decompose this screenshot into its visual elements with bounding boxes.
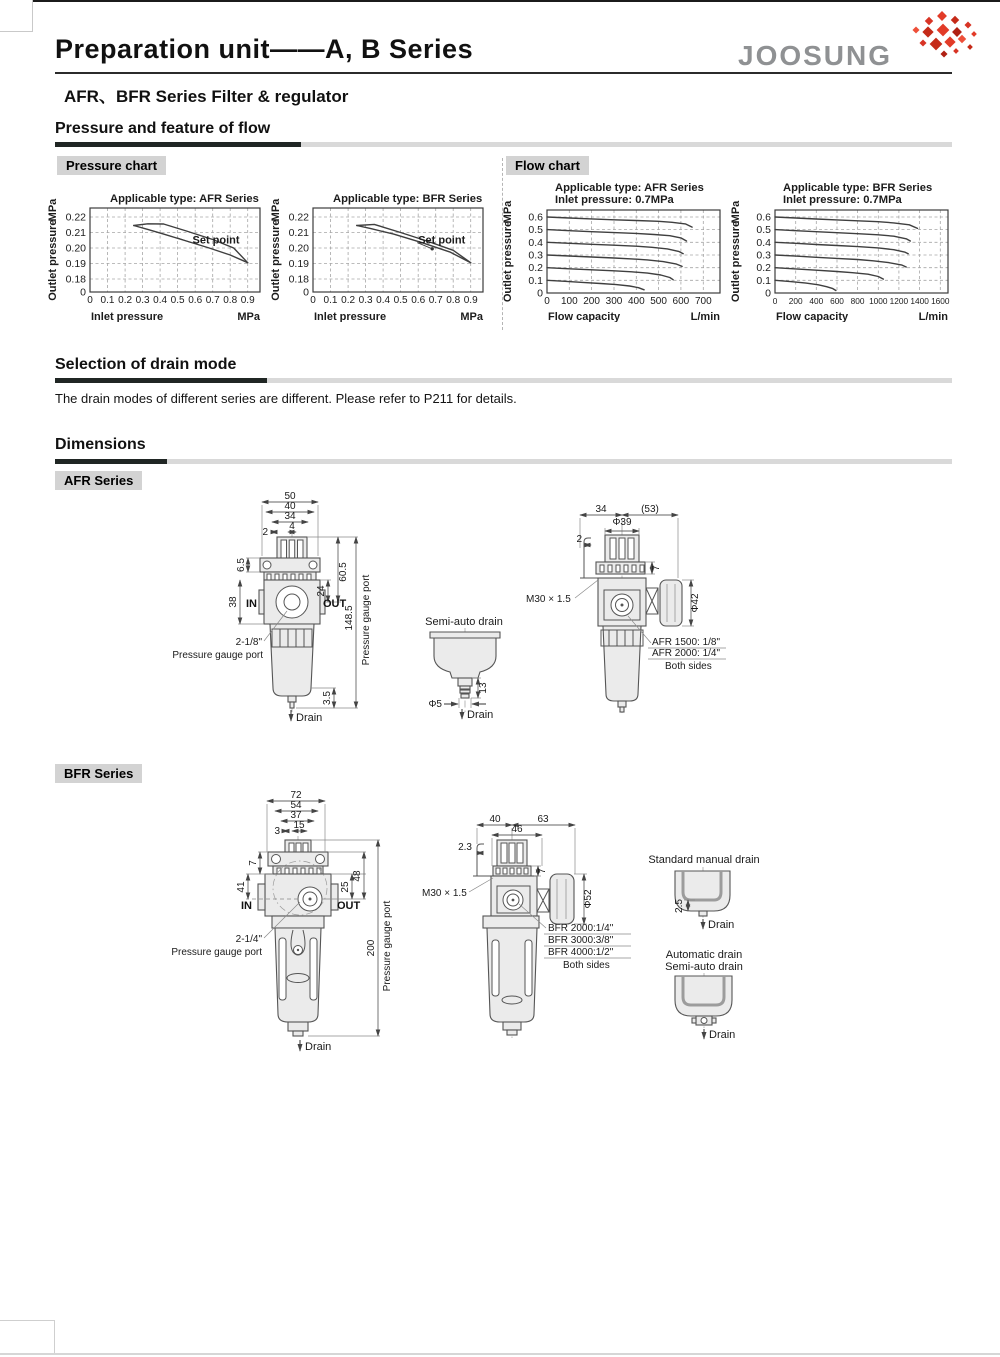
gauge-port-note: 2-1/4" — [235, 934, 262, 945]
x-axis-label: Inlet pressure — [91, 311, 164, 322]
heading-underline — [55, 142, 952, 147]
bottom-rule — [0, 1353, 1000, 1355]
top-rule — [33, 0, 1000, 2]
x-tick-label: 0.3 — [358, 295, 373, 306]
drain-variant-title: Semi-auto drain — [665, 961, 743, 973]
series-0.5MPa — [775, 230, 910, 241]
y-tick-label: 0.21 — [288, 227, 309, 239]
x-tick-label: 600 — [672, 296, 690, 307]
bottom-left-corner-mark — [0, 1320, 55, 1354]
x-tick-label: 0.6 — [188, 295, 203, 306]
dim-label: Φ39 — [612, 517, 632, 528]
x-tick-label: 1400 — [910, 296, 929, 306]
series-0.3MPa — [775, 255, 906, 267]
section-heading-dimensions: Dimensions — [55, 436, 146, 453]
heading-underline-dark — [55, 378, 267, 383]
out-port-label: OUT — [337, 900, 361, 912]
bfr-front-geometry — [258, 836, 338, 1038]
x-tick-label: 0 — [544, 296, 550, 307]
auto-drain-dimensions — [704, 1029, 735, 1041]
x-tick-label: 1600 — [931, 296, 950, 306]
header-rule — [55, 72, 952, 74]
thread-label: M30 × 1.5 — [526, 594, 571, 605]
gauge-port-note: 2-1/8" — [235, 637, 262, 648]
port-size-note: AFR 2000: 1/4" — [652, 648, 721, 659]
afr-semi-auto-drain-drawing — [402, 612, 527, 727]
flow-chart-afr-canvas — [500, 180, 750, 322]
y-tick-label: 0 — [765, 287, 771, 300]
y-tick-label: 0.22 — [288, 211, 309, 224]
drain-variant-title: Standard manual drain — [648, 854, 760, 866]
y-tick-label: 0.21 — [65, 227, 86, 239]
port-size-note: BFR 2000:1/4" — [548, 923, 614, 934]
drain-label: Drain — [709, 1029, 736, 1041]
x-tick-label: 0.7 — [205, 295, 220, 306]
dim-label: 2.5 — [674, 899, 685, 913]
chart-title: Applicable type: AFR Series — [110, 193, 259, 205]
y-axis-label: Outlet pressure — [730, 220, 742, 303]
plot-frame — [547, 210, 720, 293]
y-tick-label: 0.4 — [756, 236, 771, 249]
in-port-label: IN — [246, 598, 257, 610]
bfr-series-chip: BFR Series — [55, 764, 142, 783]
y-tick-label: 0.3 — [528, 249, 543, 262]
dim-label: Φ5 — [428, 699, 442, 710]
plot-frame — [775, 210, 948, 293]
drain-label: Drain — [296, 712, 323, 724]
dim-label: 38 — [228, 596, 239, 608]
x-tick-label: 0.3 — [135, 295, 150, 306]
both-sides-note: Both sides — [563, 960, 610, 971]
series-0.6MPa — [775, 217, 918, 228]
heading-underline — [55, 378, 952, 383]
dim-label: (53) — [641, 504, 659, 515]
chart-title: Applicable type: AFR Series — [555, 182, 704, 194]
section-heading-drain-mode: Selection of drain mode — [55, 356, 237, 373]
y-tick-label: 0.1 — [528, 274, 543, 287]
dim-label: 34 — [595, 504, 607, 515]
y-axis-unit: MPa — [270, 198, 282, 222]
x-axis-label: Flow capacity — [776, 311, 849, 322]
gauge-port-axis-label: Pressure gauge port — [361, 574, 372, 666]
dim-label: 2.3 — [458, 842, 472, 853]
series-0.4MPa — [547, 242, 683, 253]
chart-subtitle: Inlet pressure: 0.7MPa — [555, 194, 674, 206]
x-tick-label: 700 — [694, 296, 712, 307]
x-tick-label: 400 — [627, 296, 645, 307]
dim-label: 54 — [290, 800, 302, 811]
chart-title: Applicable type: BFR Series — [333, 193, 483, 205]
x-tick-label: 0.9 — [240, 295, 255, 306]
out-port-label: OUT — [323, 598, 347, 610]
heading-underline-dark — [55, 459, 167, 464]
dim-label: 2 — [576, 534, 582, 545]
y-tick-label: 0.6 — [756, 211, 771, 224]
x-tick-label: 1200 — [889, 296, 909, 306]
set-point-dot — [431, 247, 434, 250]
series-0.6MPa — [547, 217, 692, 227]
top-left-corner-mark — [0, 0, 33, 32]
series-0.2MPa — [775, 268, 883, 279]
dim-label: 15 — [293, 820, 305, 831]
set-point-label: Set point — [418, 234, 466, 247]
x-tick-label: 0.7 — [428, 295, 443, 306]
x-tick-label: 0 — [310, 295, 316, 306]
y-axis-unit: MPa — [730, 200, 742, 224]
x-tick-label: 0.5 — [393, 295, 408, 306]
logo-mosaic-icon — [898, 6, 990, 58]
dim-label: 46 — [511, 824, 523, 835]
dim-label: 48 — [352, 870, 363, 882]
set-point-leader — [178, 238, 191, 243]
y-tick-label: 0.1 — [756, 274, 771, 287]
drain-label: Drain — [305, 1041, 332, 1053]
x-tick-label: 0.6 — [411, 295, 426, 306]
set-point-label: Set point — [192, 234, 240, 247]
dim-label: 40 — [489, 814, 501, 825]
y-tick-label: 0.20 — [65, 242, 86, 255]
bfr-front-drawing — [150, 788, 420, 1063]
y-tick-label: 0.2 — [528, 262, 543, 275]
dim-label: 25 — [340, 881, 351, 893]
x-tick-label: 0.8 — [223, 295, 238, 306]
gauge-port-axis-label: Pressure gauge port — [382, 900, 393, 992]
y-tick-label: 0.4 — [528, 236, 543, 249]
port-size-note: AFR 1500: 1/8" — [652, 637, 721, 648]
pressure-chart-afr — [45, 186, 270, 327]
y-tick-label: 0.18 — [65, 273, 86, 286]
y-tick-label: 0 — [537, 287, 543, 300]
dim-label: 37 — [290, 810, 302, 821]
dim-label: Φ42 — [690, 593, 701, 613]
flow-chart-bfr — [728, 180, 978, 327]
dim-label: 6.5 — [236, 558, 247, 572]
x-tick-label: 0 — [772, 296, 778, 306]
flow-chart-chip: Flow chart — [506, 156, 589, 175]
dim-label: 13 — [478, 682, 489, 694]
x-axis-unit: MPa — [460, 311, 483, 322]
bfr-side-drawing — [415, 800, 660, 1065]
dim-label: 7 — [537, 868, 548, 874]
afr-series-chip: AFR Series — [55, 471, 142, 490]
dim-label: 50 — [284, 491, 296, 502]
pressure-chart-chip: Pressure chart — [57, 156, 166, 175]
y-axis-label: Outlet pressure — [47, 219, 59, 301]
dim-label: 40 — [284, 501, 296, 512]
pressure-chart-bfr — [268, 186, 493, 327]
y-tick-label: 0.6 — [528, 211, 543, 224]
y-axis-unit: MPa — [502, 200, 514, 224]
pressure-chart-bfr-canvas — [268, 186, 493, 322]
x-tick-label: 600 — [830, 296, 844, 306]
logo-wordmark: JOOSUNG — [738, 40, 893, 71]
x-tick-label: 200 — [583, 296, 600, 307]
x-tick-label: 0.2 — [118, 295, 133, 306]
dim-label: 7 — [248, 860, 259, 866]
heading-underline — [55, 459, 952, 464]
x-tick-label: 0.2 — [341, 295, 356, 306]
afr-side-drawing — [518, 492, 730, 738]
chart-subtitle: Inlet pressure: 0.7MPa — [783, 194, 902, 206]
y-tick-label: 0 — [303, 286, 309, 299]
gauge-port-note: Pressure gauge port — [172, 650, 263, 661]
x-tick-label: 0.4 — [153, 295, 168, 306]
dim-label: 3.5 — [322, 691, 333, 705]
x-tick-label: 0.8 — [446, 295, 461, 306]
drain-label: Drain — [708, 919, 735, 931]
x-tick-label: 100 — [560, 296, 578, 307]
x-tick-label: 400 — [809, 296, 824, 306]
port-size-note: BFR 4000:1/2" — [548, 947, 614, 958]
pressure-chart-afr-canvas — [45, 186, 270, 322]
port-size-note: BFR 3000:3/8" — [548, 935, 614, 946]
series-0.2MPa — [547, 268, 673, 280]
y-tick-label: 0.5 — [756, 224, 771, 237]
y-tick-label: 0.2 — [756, 262, 771, 275]
series-0.4MPa — [775, 242, 908, 253]
x-axis-unit: L/min — [918, 311, 948, 322]
x-axis-label: Flow capacity — [548, 311, 621, 322]
heading-underline-dark — [55, 142, 301, 147]
y-tick-label: 0 — [80, 286, 86, 299]
flow-chart-bfr-canvas — [728, 180, 978, 322]
bfr-drain-variants-drawing — [640, 845, 825, 1055]
dim-label: 41 — [236, 881, 247, 893]
x-tick-label: 800 — [850, 296, 865, 306]
drain-label: Drain — [467, 709, 494, 721]
drain-detail-title: Semi-auto drain — [425, 616, 503, 628]
y-tick-label: 0.19 — [288, 258, 309, 270]
y-tick-label: 0.22 — [65, 211, 86, 224]
y-tick-label: 0.20 — [288, 242, 309, 255]
x-tick-label: 0.5 — [170, 295, 185, 306]
x-tick-label: 1000 — [869, 296, 888, 306]
series-0.1MPa — [775, 280, 836, 290]
gauge-port-note: Pressure gauge port — [171, 947, 262, 958]
x-tick-label: 0.9 — [463, 295, 478, 306]
section-heading-flow-feature: Pressure and feature of flow — [55, 120, 271, 137]
y-axis-label: Outlet pressure — [502, 220, 514, 303]
dim-label: 24 — [316, 585, 327, 597]
x-axis-unit: MPa — [237, 311, 260, 322]
series-0.5MPa — [547, 230, 687, 241]
x-tick-label: 0 — [87, 295, 93, 306]
x-tick-label: 300 — [605, 296, 623, 307]
in-port-label: IN — [241, 900, 252, 912]
y-axis-label: Outlet pressure — [270, 219, 282, 301]
x-tick-label: 0.1 — [323, 295, 338, 306]
drain-variant-title: Automatic drain — [665, 949, 743, 961]
chart-title: Applicable type: BFR Series — [783, 182, 933, 194]
both-sides-note: Both sides — [665, 661, 712, 672]
x-tick-label: 0.4 — [376, 295, 391, 306]
afr-side-geometry — [580, 532, 682, 714]
series-0.1MPa — [547, 280, 644, 290]
dim-label: 4 — [289, 521, 295, 532]
dim-label: Φ52 — [583, 889, 594, 909]
afr-front-drawing — [160, 488, 420, 736]
dim-label: 60.5 — [338, 562, 349, 582]
page-subtitle: AFR、BFR Series Filter & regulator — [64, 87, 349, 106]
x-axis-unit: L/min — [690, 311, 720, 322]
x-tick-label: 200 — [788, 296, 803, 306]
dim-label: 2 — [262, 527, 268, 538]
dim-label: 3 — [274, 826, 280, 837]
dim-label: 63 — [537, 814, 549, 825]
x-axis-label: Inlet pressure — [314, 311, 387, 322]
series-0.3MPa — [547, 255, 682, 266]
dim-label: 34 — [284, 511, 296, 522]
dim-label: 72 — [290, 790, 302, 801]
y-tick-label: 0.19 — [65, 258, 86, 270]
y-tick-label: 0.5 — [528, 224, 543, 237]
dim-label: 7 — [651, 565, 662, 571]
drain-mode-note: The drain modes of different series are different. Please refer to P211 for details. — [55, 391, 517, 406]
logo-diamonds — [912, 11, 976, 57]
y-axis-unit: MPa — [47, 198, 59, 222]
x-tick-label: 500 — [650, 296, 667, 307]
x-tick-label: 0.1 — [100, 295, 115, 306]
afr-front-geometry — [259, 532, 325, 712]
page-title: Preparation unit——A, B Series — [55, 34, 474, 64]
dim-label: 148.5 — [344, 605, 355, 631]
dim-label: 200 — [366, 939, 377, 957]
thread-label: M30 × 1.5 — [422, 888, 467, 899]
flow-chart-afr — [500, 180, 750, 327]
y-tick-label: 0.3 — [756, 249, 771, 262]
y-tick-label: 0.18 — [288, 273, 309, 286]
